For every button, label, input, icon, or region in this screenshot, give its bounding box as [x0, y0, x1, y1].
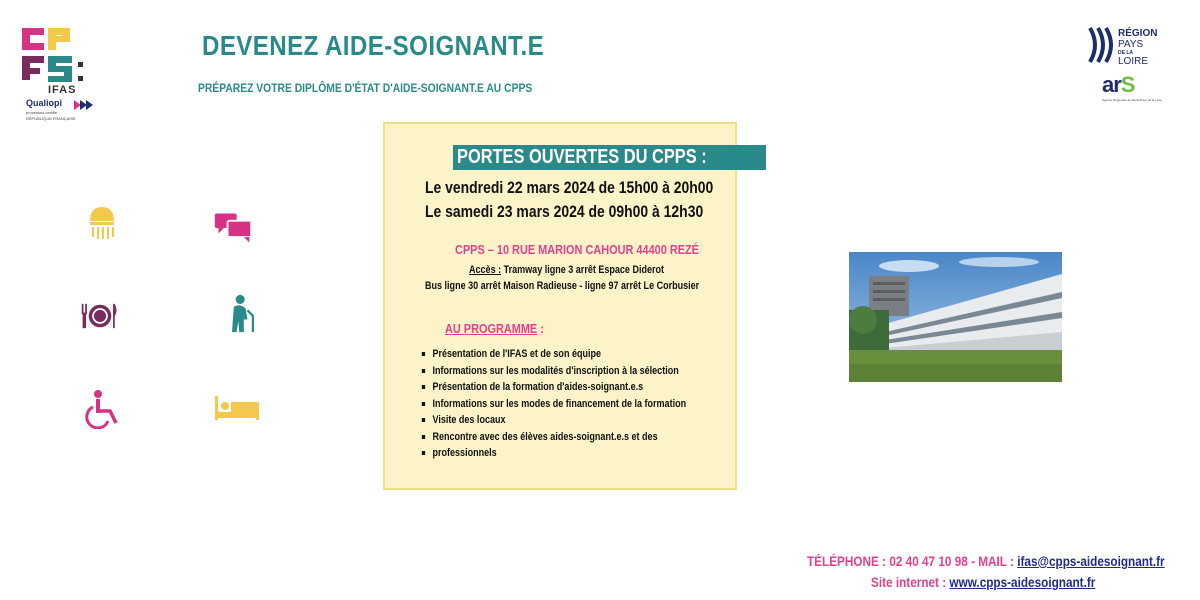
open-days-box: [383, 122, 737, 490]
region-pays-de-la-loire-logo: [1088, 26, 1174, 70]
plate-cutlery-icon: [80, 296, 120, 336]
ars-s-letter: S: [1120, 72, 1135, 97]
region-line-3: DE LA: [1118, 50, 1133, 56]
website-link[interactable]: www.cpps-aidesoignant.fr: [949, 574, 1096, 590]
list-item: Visite des locaux: [421, 412, 667, 429]
region-line-1: RÉGION: [1118, 28, 1158, 39]
website-line: [871, 574, 1095, 590]
building-photo: [849, 252, 1062, 382]
cpps-logo: [18, 26, 98, 122]
list-item: Présentation de la formation d'aides-soignant.e.s: [421, 379, 667, 396]
access-line-1: [469, 264, 664, 276]
list-item: Informations sur les modes de financement de la formation: [421, 396, 667, 413]
elderly-person-icon: [222, 294, 262, 334]
programme-list: [421, 346, 721, 462]
qualiopi-arrows-icon: [74, 100, 94, 110]
ifas-label: IFAS: [48, 84, 77, 96]
date-line-2: Le samedi 23 mars 2024 de 09h00 à 12h30: [425, 202, 704, 221]
region-line-2: PAYS: [1118, 39, 1144, 50]
region-bars-icon: [1088, 26, 1116, 64]
bed-icon: [213, 390, 261, 430]
list-item: Présentation de l'IFAS et de son équipe: [421, 346, 667, 363]
qualiopi-label: Qualiopi: [26, 98, 62, 108]
date-line-1: Le vendredi 22 mars 2024 de 15h00 à 20h00: [425, 178, 714, 197]
email-link[interactable]: ifas@cpps-aidesoignant.fr: [1017, 553, 1165, 569]
website-label: Site internet :: [871, 574, 950, 590]
address: CPPS – 10 RUE MARION CAHOUR 44400 REZÉ: [455, 242, 699, 257]
speech-bubbles-icon: [213, 208, 253, 248]
access-line-2: Bus ligne 30 arrêt Maison Radieuse - ligne 97 arrêt Le Corbusier: [425, 280, 700, 292]
access-tram: Tramway ligne 3 arrêt Espace Diderot: [501, 264, 665, 276]
ars-logo: [1102, 72, 1162, 108]
access-label: Accès :: [469, 264, 502, 276]
qualiopi-subtitle: processus certifié: [26, 110, 58, 115]
contact-line: [807, 553, 1165, 569]
programme-heading: AU PROGRAMME :: [445, 321, 544, 336]
republique-label: RÉPUBLIQUE FRANÇAISE: [26, 116, 76, 121]
region-line-4: LOIRE: [1118, 56, 1149, 67]
ars-caption: Agence Régionale de Santé Pays de la Loire: [1102, 98, 1162, 102]
wheelchair-icon: [84, 389, 124, 429]
list-item-continued: professionnels: [421, 445, 667, 462]
page-title: DEVENEZ AIDE-SOIGNANT.E: [202, 30, 545, 61]
list-item: Rencontre avec des élèves aides-soignant.e.s et des: [421, 429, 667, 446]
list-item: Informations sur les modalités d'inscription à la sélection: [421, 363, 667, 380]
contact-phone: TÉLÉPHONE : 02 40 47 10 98 - MAIL :: [807, 553, 1018, 569]
open-days-heading: PORTES OUVERTES DU CPPS :: [453, 145, 766, 170]
shower-icon: [84, 203, 124, 243]
cpps-letters-graphic: [18, 26, 98, 90]
ars-letters: ar: [1102, 72, 1121, 97]
page-subtitle: PRÉPAREZ VOTRE DIPLÔME D'ÉTAT D'AIDE-SOIGNANT.E AU CPPS: [198, 81, 533, 95]
